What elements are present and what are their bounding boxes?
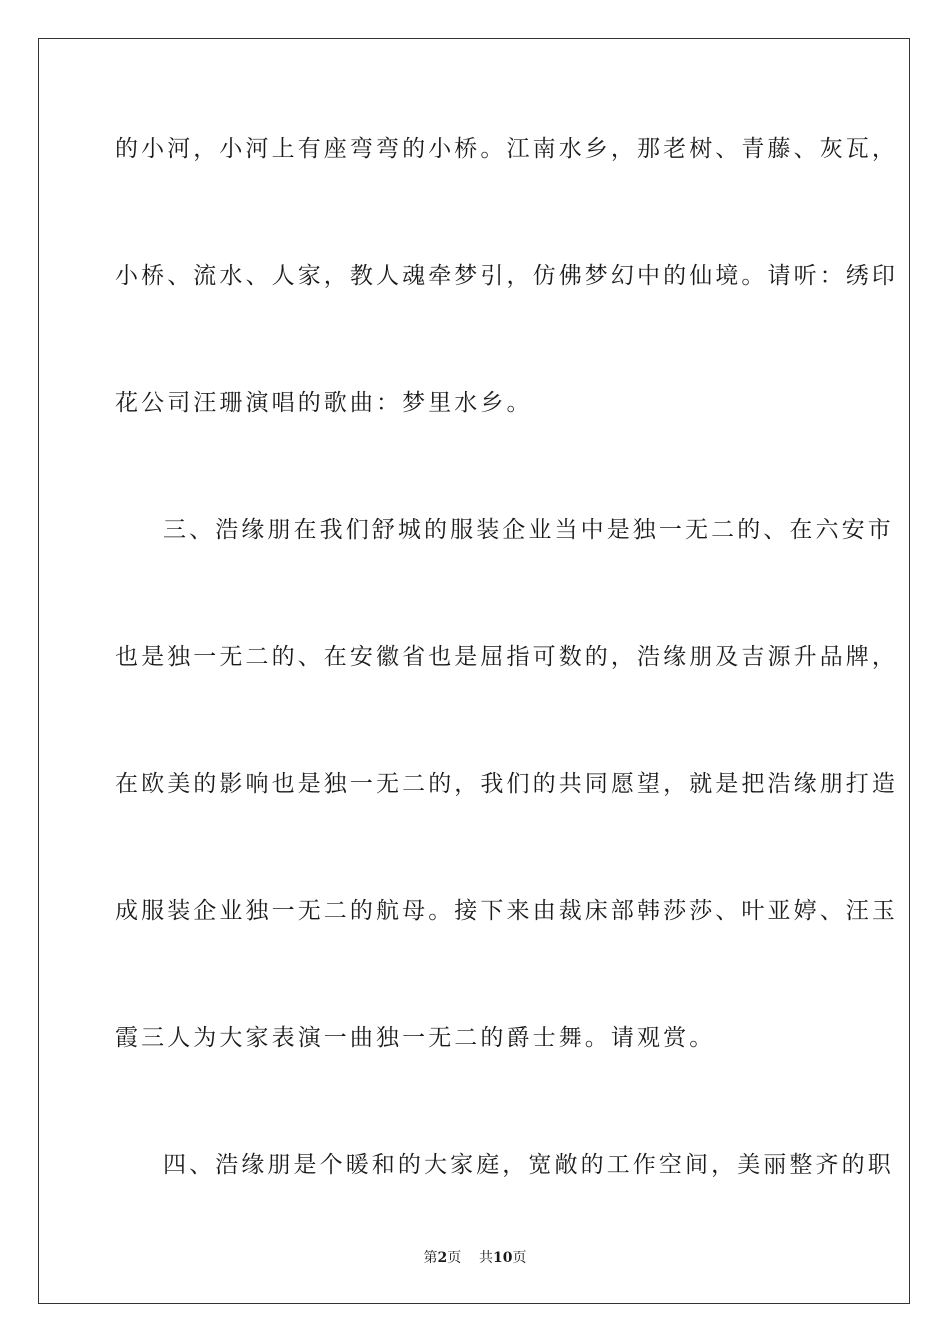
text-line: 小桥、流水、人家，教人魂牵梦引，仿佛梦幻中的仙境。请听：绣印 [115,263,898,289]
text-line: 也是独一无二的、在安徽省也是屈指可数的，浩缘朋及吉源升品牌， [115,644,898,670]
text-line: 在欧美的影响也是独一无二的，我们的共同愿望，就是把浩缘朋打造 [115,771,898,797]
paragraph-start-line: 四、浩缘朋是个暖和的大家庭，宽敞的工作空间，美丽整齐的职 [163,1152,894,1178]
total-suffix: 页 [512,1250,527,1266]
page-footer [0,1247,950,1267]
page-prefix: 第 [423,1250,438,1266]
total-pages: 10 [493,1250,513,1266]
page-number: 2 [437,1250,448,1266]
paragraph-start-line: 三、浩缘朋在我们舒城的服装企业当中是独一无二的、在六安市 [163,517,894,543]
text-line: 霞三人为大家表演一曲独一无二的爵士舞。请观赏。 [115,1025,716,1051]
total-prefix: 共 [479,1250,494,1266]
text-line: 的小河，小河上有座弯弯的小桥。江南水乡，那老树、青藤、灰瓦， [115,136,898,162]
text-line: 成服装企业独一无二的航母。接下来由裁床部韩莎莎、叶亚婷、汪玉 [115,898,898,924]
page-suffix: 页 [447,1250,462,1266]
text-line: 花公司汪珊演唱的歌曲：梦里水乡。 [115,390,533,416]
